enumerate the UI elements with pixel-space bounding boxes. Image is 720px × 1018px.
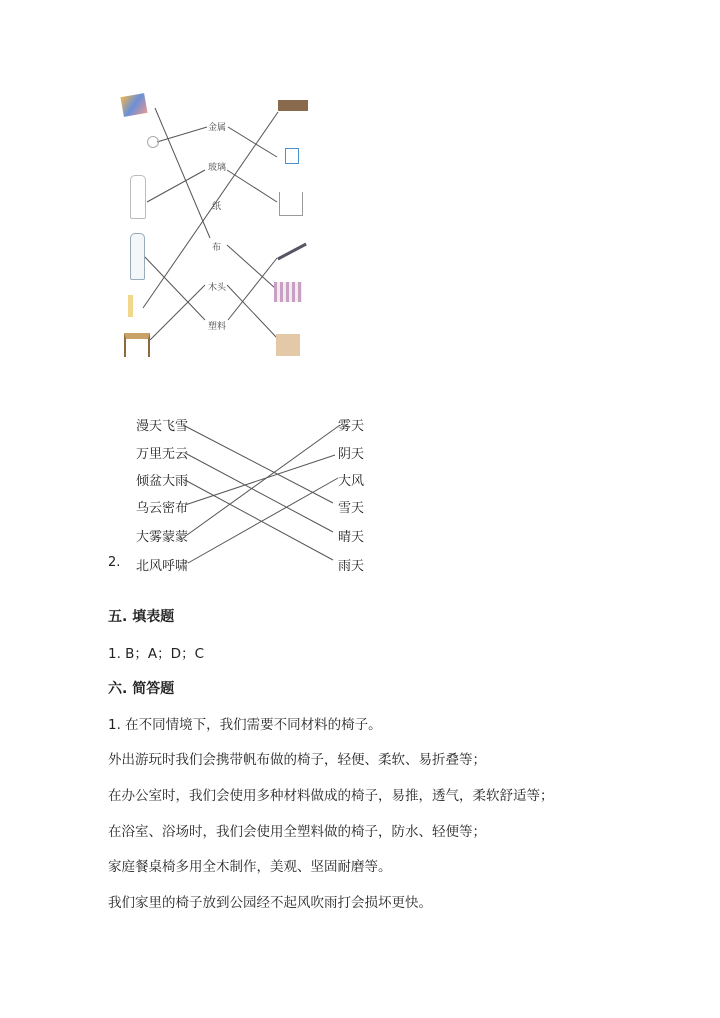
- glass-cup-image: [279, 192, 303, 216]
- match-line: [227, 245, 275, 288]
- material-label: 金属: [208, 123, 227, 133]
- match-line: [187, 425, 340, 535]
- match-line: [143, 112, 278, 308]
- weather-type: 雪天: [338, 501, 365, 516]
- wood-block-image: [276, 334, 300, 356]
- match-line: [185, 455, 335, 505]
- answer-text: 1. B；A；D；C: [108, 646, 204, 662]
- match-line: [228, 127, 277, 157]
- weather-phrase: 乌云密布: [136, 501, 189, 516]
- bulb-image: [147, 136, 159, 148]
- answer-line: 在办公室时，我们会使用多种材料做成的椅子，易推，透气，柔软舒适等；: [108, 788, 554, 804]
- binder-clip-image: [285, 148, 299, 164]
- weather-type: 阴天: [338, 447, 365, 462]
- answer-line: 1. 在不同情境下，我们需要不同材料的椅子。: [108, 717, 382, 733]
- material-label: 布: [212, 243, 222, 253]
- material-label: 纸: [212, 202, 222, 212]
- ruler-image: [128, 295, 133, 317]
- section-title: 五. 填表题: [108, 609, 175, 625]
- material-label: 木头: [208, 283, 227, 293]
- match-line: [150, 285, 205, 340]
- weather-phrase: 大雾蒙蒙: [136, 530, 189, 545]
- weather-phrase: 万里无云: [136, 447, 189, 462]
- weather-type: 大风: [338, 474, 365, 489]
- weather-phrase: 北风呼啸: [136, 559, 189, 574]
- match-line: [155, 108, 210, 238]
- cork-board-image: [278, 100, 308, 111]
- answer-line: 外出游玩时我们会携带帆布做的椅子，轻便、柔软、易折叠等；: [108, 752, 486, 768]
- material-label: 玻璃: [208, 163, 227, 173]
- weather-type: 雨天: [338, 559, 365, 574]
- glass-bottle-image: [130, 175, 146, 219]
- weather-type: 晴天: [338, 530, 365, 545]
- stool-image: [124, 333, 150, 357]
- answer-line: 我们家里的椅子放到公园经不起风吹雨打会损坏更快。: [108, 895, 432, 911]
- match-line: [147, 170, 205, 202]
- material-label: 塑料: [208, 322, 227, 332]
- plastic-bottle-image: [130, 233, 145, 280]
- weather-type: 雾天: [338, 419, 365, 434]
- weather-phrase: 倾盆大雨: [136, 474, 189, 489]
- question-number: 2.: [108, 555, 121, 570]
- section-title: 六. 简答题: [108, 681, 175, 697]
- answer-line: 在浴室、浴场时，我们会使用全塑料做的椅子，防水、轻便等；: [108, 824, 486, 840]
- fabric-image: [274, 282, 302, 302]
- answer-line: 家庭餐桌椅多用全木制作，美观、坚固耐磨等。: [108, 859, 392, 875]
- match-line: [143, 255, 205, 320]
- cards-image: [120, 93, 147, 117]
- weather-phrase: 漫天飞雪: [136, 419, 189, 434]
